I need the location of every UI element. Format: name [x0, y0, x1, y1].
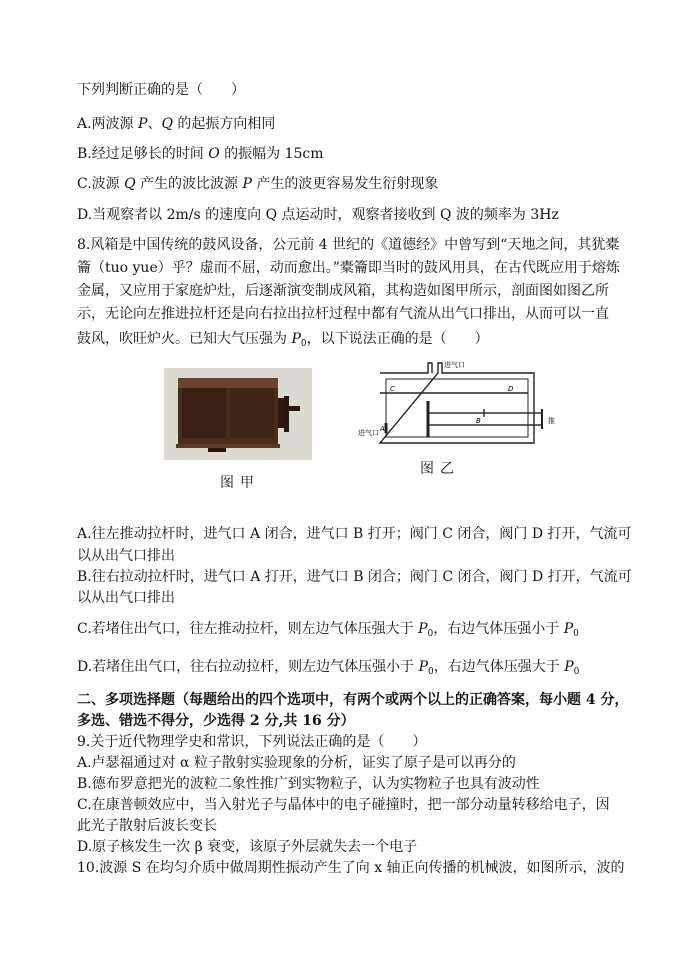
q9-option-b: B.德布罗意把光的波粒二象性推广到实物粒子，认为实物粒子也具有波动性 — [77, 776, 540, 792]
section-2-title-line-2: 多选、错选不得分，少选得 2 分,共 16 分） — [77, 713, 355, 729]
q9-stem: 9.关于近代物理学史和常识，下列说法正确的是（ ） — [77, 734, 427, 750]
q8-stem-line-3: 金属，又应用于家庭炉灶，后逐渐演变制成风箱，其构造如图甲所示，剖面图如图乙所 — [77, 283, 609, 299]
bellows-cross-section-diagram — [358, 357, 568, 457]
q8-option-c: C.若堵住出气口，往左推动拉杆，则左边气体压强大于 $P_0$，右边气体压强小于 $P_0$ — [77, 621, 579, 639]
q8-option-a-line-1: A.往左推动拉杆时，进气口 A 闭合，进气口 B 打开；阀门 C 闭合，阀门 D 打开，气流可 — [77, 526, 632, 542]
q8-stem-line-1: 8.风箱是中国传统的鼓风设备，公元前 4 世纪的《道德经》中曾写到“天地之间，其犹橐 — [77, 237, 620, 253]
q8-stem-line-4: 示，无论向左推进拉杆还是向右拉出拉杆过程中都有气流从出气口排出，从而可以一直 — [77, 306, 609, 322]
q9-option-c-line-1: C.在康普顿效应中，当入射光子与晶体中的电子碰撞时，把一部分动量转移给电子，因 — [77, 797, 610, 813]
q10-stem-line-1: 10.波源 S 在均匀介质中做周期性振动产生了向 x 轴正向传播的机械波，如图所示，波的 — [77, 860, 625, 876]
q7-option-b: B.经过足够长的时间 O 的振幅为 15cm — [77, 146, 324, 162]
svg-text:A: A — [380, 425, 385, 433]
section-2-title-line-1: 二、多项选择题（每题给出的四个选项中，有两个或两个以上的正确答案，每小题 4 分， — [77, 692, 629, 708]
q8-stem-line-2: 籥（tuo yue）乎？虚而不屈，动而愈出。”橐籥即当时的鼓风用具，在古代既应用于熔炼 — [77, 260, 620, 276]
q8-option-d: D.若堵住出气口，往右拉动拉杆，则左边气体压强小于 $P_0$，右边气体压强大于 $P_0$ — [77, 659, 580, 677]
q7-option-c: C.波源 Q 产生的波比波源 P 产生的波更容易发生衍射现象 — [77, 176, 439, 192]
bellows-photo — [164, 368, 312, 460]
svg-text:推: 推 — [548, 417, 555, 425]
svg-text:D: D — [508, 385, 514, 393]
q9-option-a: A.卢瑟福通过对 α 粒子散射实验现象的分析，证实了原子是可以再分的 — [77, 755, 516, 771]
q7-option-a: A.两波源 P、Q 的起振方向相同 — [77, 116, 276, 132]
q8-stem-line-5: 鼓风，吹旺炉火。已知大气压强为 $P_0$，以下说法正确的是（ ） — [77, 331, 489, 349]
q8-option-b-line-1: B.往右拉动拉杆时，进气口 A 打开，进气口 B 闭合；阀门 C 闭合，阀门 D 打开，气流可 — [77, 569, 632, 585]
q7-stem: 下列判断正确的是（ ） — [77, 82, 245, 98]
figure-a-caption: 图甲 — [220, 475, 260, 491]
svg-text:进气口: 进气口 — [358, 429, 379, 437]
q9-option-d: D.原子核发生一次 β 衰变，该原子外层就失去一个电子 — [77, 839, 418, 855]
svg-text:进气口: 进气口 — [444, 361, 465, 369]
svg-text:B: B — [476, 417, 481, 425]
q9-option-c-line-2: 此光子散射后波长变长 — [77, 818, 217, 834]
q7-option-d: D.当观察者以 2m/s 的速度向 Q 点运动时，观察者接收到 Q 波的频率为 3Hz — [77, 207, 559, 223]
q8-option-a-line-2: 以从出气口排出 — [77, 548, 175, 564]
figure-b-caption: 图乙 — [420, 461, 460, 477]
svg-text:C: C — [390, 385, 395, 393]
q8-option-b-line-2: 以从出气口排出 — [77, 590, 175, 606]
